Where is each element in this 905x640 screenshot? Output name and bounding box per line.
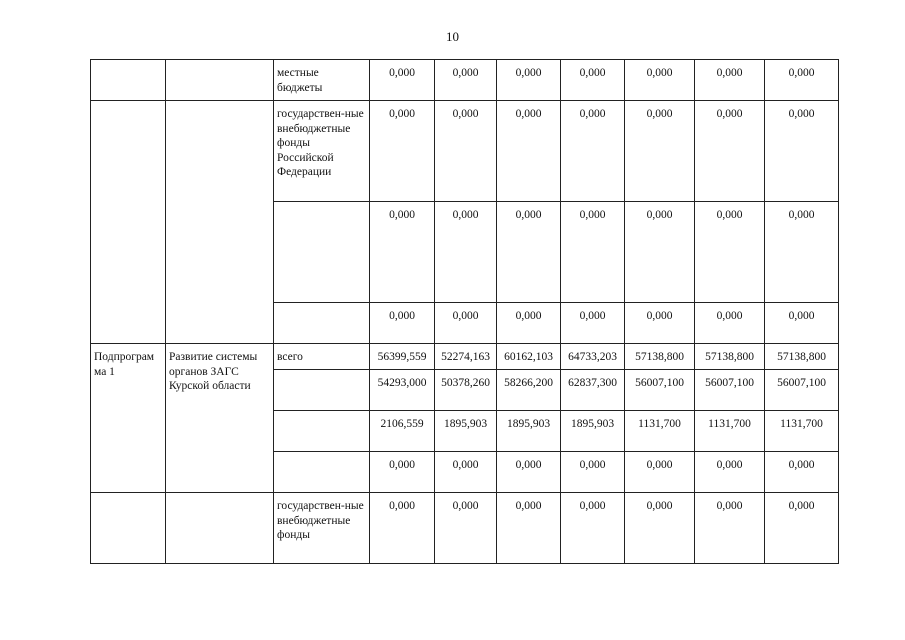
value-cell: 0,000 [435, 60, 497, 101]
program-cell: Подпрограм ма 1 [91, 344, 166, 493]
budget-table [90, 59, 839, 564]
program-name-cell [166, 60, 274, 101]
program-cell [91, 493, 166, 564]
value-cell: 57138,800 [765, 344, 839, 370]
table-row [91, 60, 839, 101]
value-cell: 0,000 [561, 493, 625, 564]
value-cell: 0,000 [695, 493, 765, 564]
program-name-cell: Развитие системы органов ЗАГС Курской области [166, 344, 274, 493]
value-cell: 0,000 [765, 202, 839, 303]
value-cell: 0,000 [497, 60, 561, 101]
value-cell: 0,000 [370, 303, 435, 344]
program-name-cell [166, 101, 274, 344]
value-cell: 0,000 [370, 60, 435, 101]
value-cell: 0,000 [497, 452, 561, 493]
value-cell: 0,000 [370, 493, 435, 564]
value-cell: 56007,100 [765, 370, 839, 411]
value-cell: 50378,260 [435, 370, 497, 411]
value-cell: 54293,000 [370, 370, 435, 411]
value-cell: 56007,100 [695, 370, 765, 411]
value-cell: 1131,700 [625, 411, 695, 452]
value-cell: 1131,700 [765, 411, 839, 452]
value-cell: 0,000 [765, 493, 839, 564]
value-cell: 0,000 [561, 60, 625, 101]
value-cell: 0,000 [497, 493, 561, 564]
value-cell: 58266,200 [497, 370, 561, 411]
funding-source-cell: государствен-ные внебюджетные фонды Российской Федерации [274, 101, 370, 202]
value-cell: 0,000 [695, 452, 765, 493]
value-cell: 0,000 [435, 303, 497, 344]
program-name-cell [274, 452, 370, 493]
program-name-cell [274, 303, 370, 344]
funding-source-cell: всего [274, 344, 370, 370]
program-name-cell [166, 493, 274, 564]
value-cell: 0,000 [625, 303, 695, 344]
program-cell [91, 101, 166, 344]
value-cell: 0,000 [765, 101, 839, 202]
value-cell: 0,000 [765, 60, 839, 101]
value-cell: 0,000 [435, 493, 497, 564]
page-number: 10 [446, 29, 459, 44]
value-cell: 2106,559 [370, 411, 435, 452]
value-cell: 0,000 [625, 202, 695, 303]
value-cell: 56399,559 [370, 344, 435, 370]
value-cell: 0,000 [695, 202, 765, 303]
value-cell: 62837,300 [561, 370, 625, 411]
value-cell: 0,000 [695, 303, 765, 344]
value-cell: 56007,100 [625, 370, 695, 411]
value-cell: 0,000 [370, 101, 435, 202]
value-cell: 0,000 [625, 452, 695, 493]
value-cell: 52274,163 [435, 344, 497, 370]
program-name-cell [274, 370, 370, 411]
value-cell: 0,000 [435, 101, 497, 202]
value-cell: 57138,800 [625, 344, 695, 370]
value-cell: 1895,903 [435, 411, 497, 452]
value-cell: 0,000 [695, 60, 765, 101]
value-cell: 0,000 [561, 452, 625, 493]
value-cell: 0,000 [625, 101, 695, 202]
funding-source-cell: государствен-ные внебюджетные фонды [274, 493, 370, 564]
value-cell: 0,000 [561, 202, 625, 303]
value-cell: 0,000 [625, 493, 695, 564]
value-cell: 0,000 [561, 101, 625, 202]
value-cell: 57138,800 [695, 344, 765, 370]
program-cell [91, 60, 166, 101]
value-cell: 0,000 [497, 202, 561, 303]
value-cell: 0,000 [370, 202, 435, 303]
program-name-cell [274, 411, 370, 452]
value-cell: 1131,700 [695, 411, 765, 452]
value-cell: 0,000 [625, 60, 695, 101]
value-cell: 1895,903 [561, 411, 625, 452]
value-cell: 1895,903 [497, 411, 561, 452]
table-row [91, 344, 839, 370]
value-cell: 0,000 [561, 303, 625, 344]
value-cell: 0,000 [695, 101, 765, 202]
value-cell: 0,000 [765, 452, 839, 493]
value-cell: 0,000 [435, 452, 497, 493]
value-cell: 0,000 [370, 452, 435, 493]
value-cell: 0,000 [435, 202, 497, 303]
value-cell: 60162,103 [497, 344, 561, 370]
program-name-cell [274, 202, 370, 303]
funding-source-cell: местные бюджеты [274, 60, 370, 101]
value-cell: 0,000 [497, 303, 561, 344]
value-cell: 64733,203 [561, 344, 625, 370]
value-cell: 0,000 [497, 101, 561, 202]
table-row [91, 493, 839, 564]
table-row [91, 101, 839, 202]
value-cell: 0,000 [765, 303, 839, 344]
